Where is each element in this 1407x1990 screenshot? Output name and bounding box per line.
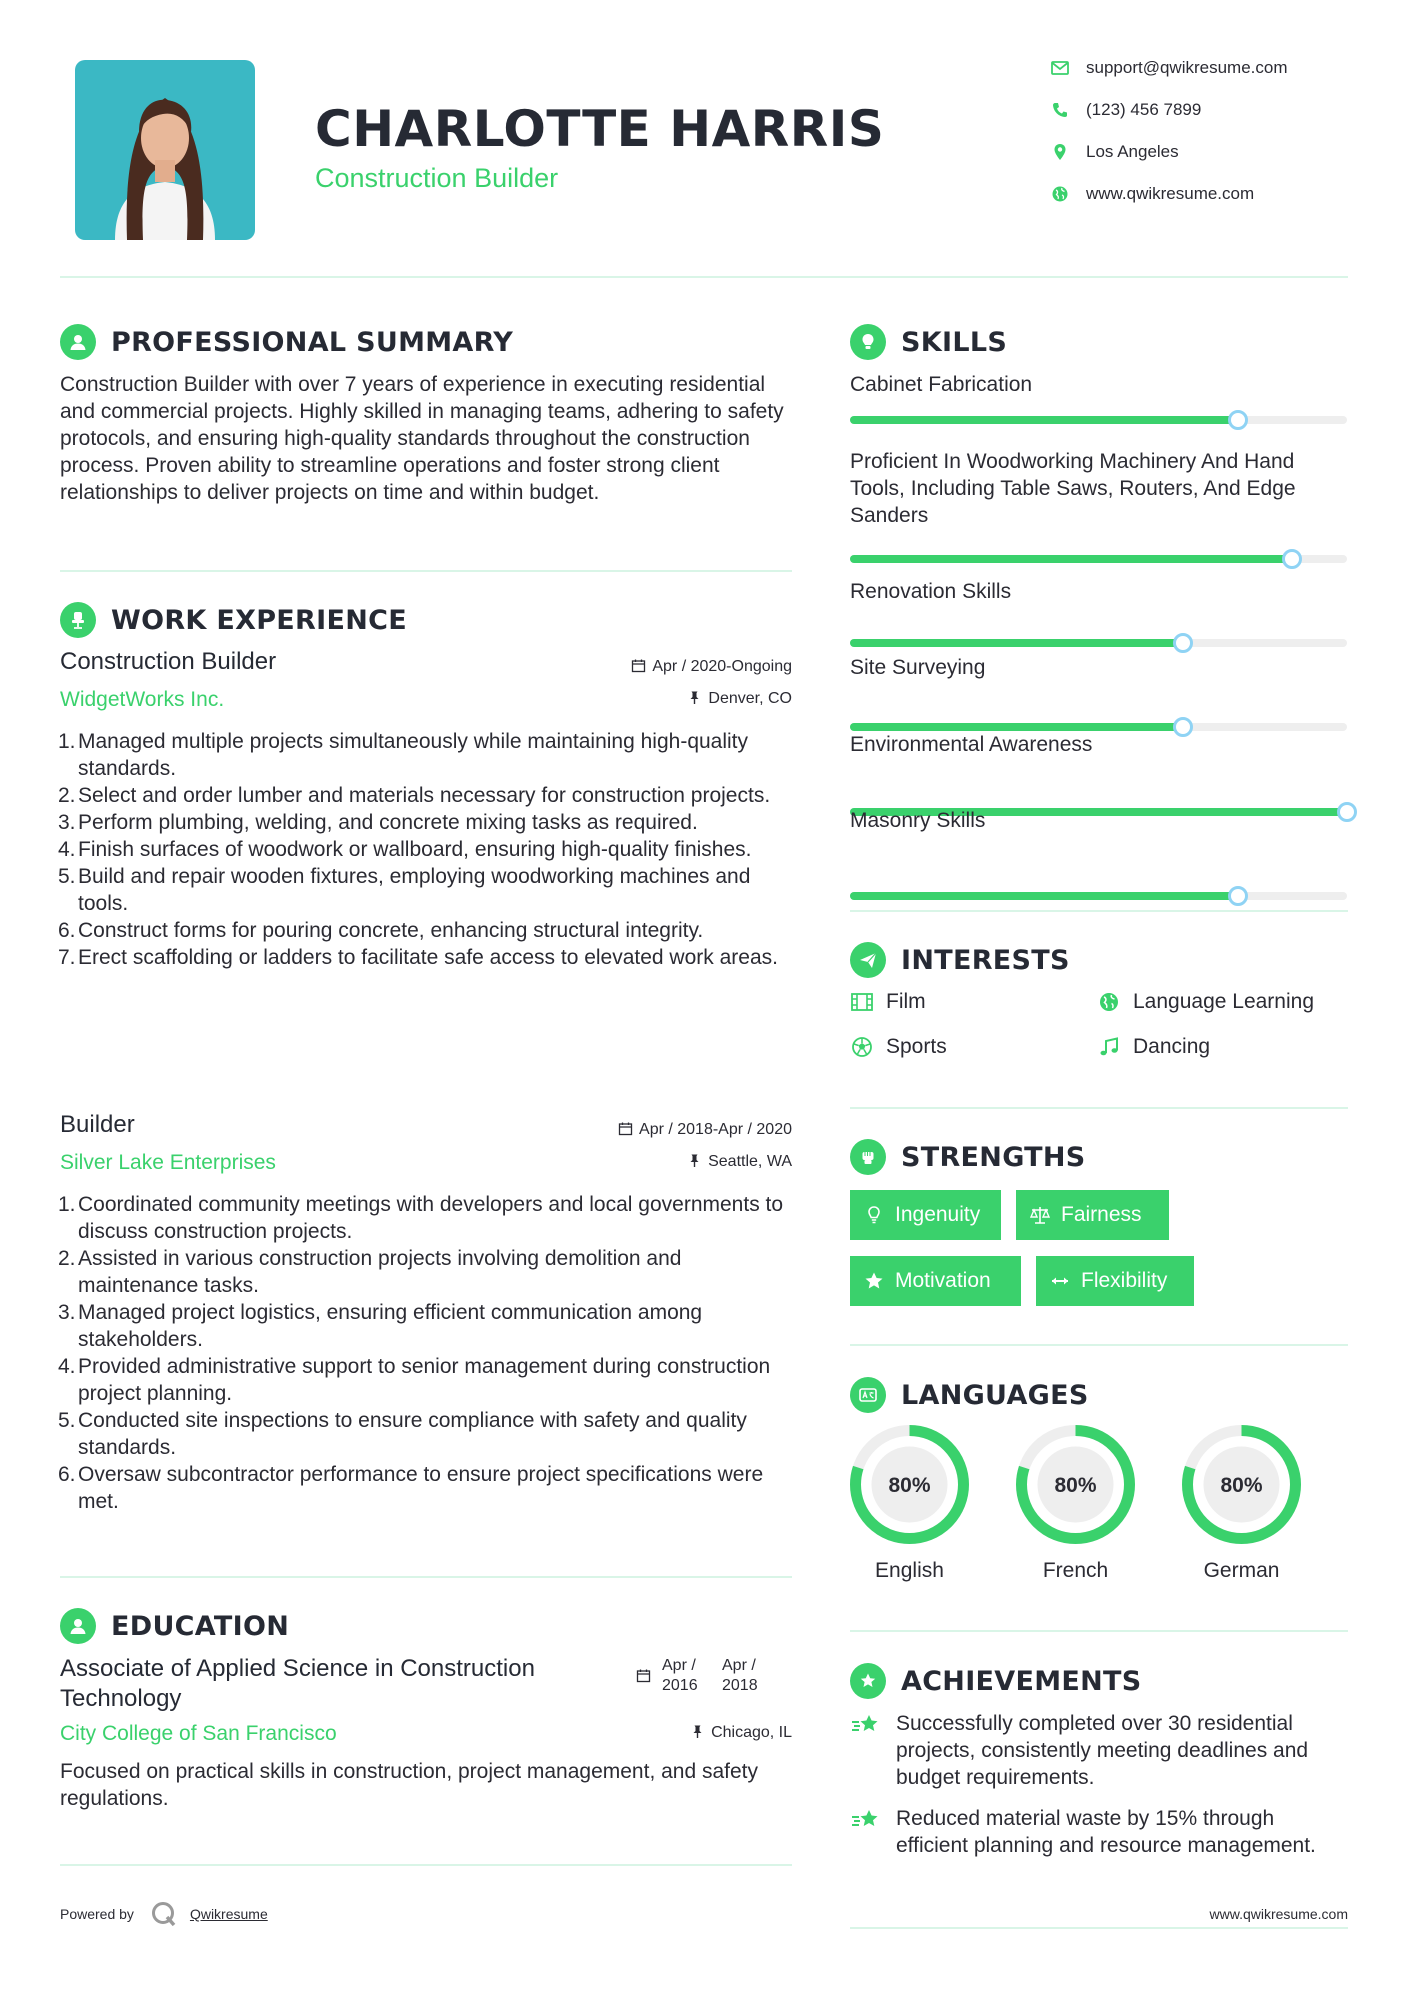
powered-by — [60, 1900, 268, 1928]
list-item: 4. Provided administrative support to senior management during construction project planning. — [58, 1355, 771, 1405]
education-location: Chicago, IL — [690, 1724, 792, 1742]
contact-phone[interactable] — [1050, 98, 1350, 122]
fist-icon — [850, 1139, 886, 1175]
candidate-name: CHARLOTTE HARRIS — [315, 100, 885, 158]
job-role: Builder — [60, 1111, 135, 1138]
language-percent: 80% — [1220, 1474, 1263, 1497]
trophy-star-icon — [850, 1805, 882, 1837]
education-description: Focused on practical skills in construction, project management, and safety regulations. — [60, 1760, 759, 1810]
skill-bar-fill — [850, 639, 1183, 647]
strength-chip-fairness: Fairness — [1016, 1190, 1169, 1240]
job-responsibilities — [60, 728, 795, 971]
contact-website-text: www.qwikresume.com — [1086, 184, 1255, 203]
pushpin-icon — [690, 1724, 705, 1739]
list-item: 4. Finish surfaces of woodwork or wallboard, ensuring high-quality finishes. — [58, 838, 752, 861]
skill-label: Masonry Skills — [850, 809, 986, 832]
job-dates: Apr / 2020-Ongoing — [631, 658, 792, 676]
language-ring — [1179, 1422, 1304, 1547]
skill-label: Environmental Awareness — [850, 733, 1093, 756]
job-location: Seattle, WA — [687, 1153, 792, 1171]
job-responsibilities — [60, 1191, 795, 1515]
skill-bar — [850, 892, 1347, 900]
job-company: WidgetWorks Inc. — [60, 688, 225, 711]
candidate-title: Construction Builder — [315, 163, 559, 193]
list-item: 6. Construct forms for pouring concrete, enhancing structural integrity. — [58, 919, 704, 942]
language-name: German — [1203, 1559, 1280, 1582]
star-badge-icon — [850, 1663, 886, 1699]
language-german — [1179, 1422, 1304, 1583]
calendar-icon — [618, 1121, 633, 1136]
list-item: 3. Perform plumbing, welding, and concrete mixing tasks as required. — [58, 811, 698, 834]
list-item: 5. Conducted site inspections to ensure compliance with safety and quality standards. — [58, 1409, 747, 1459]
achievement-item: Reduced material waste by 15% through efficient planning and resource management. — [850, 1805, 1350, 1859]
languages-divider — [850, 1630, 1348, 1632]
language-percent: 80% — [888, 1474, 931, 1497]
qwikresume-logo-icon — [150, 1900, 178, 1928]
achievements-heading — [850, 1661, 1142, 1701]
strengths-divider — [850, 1344, 1348, 1346]
skill-bar-fill — [850, 555, 1292, 563]
contact-website[interactable] — [1050, 182, 1350, 206]
job-company: Silver Lake Enterprises — [60, 1151, 276, 1174]
pushpin-icon — [687, 1153, 702, 1168]
calendar-icon — [636, 1668, 651, 1683]
list-item: 3. Managed project logistics, ensuring efficient communication among stakeholders. — [58, 1301, 703, 1351]
education-heading-text: EDUCATION — [111, 1610, 290, 1642]
lightbulb-icon — [863, 1204, 885, 1226]
strength-chip-ingenuity: Ingenuity — [850, 1190, 1001, 1240]
skill-bar-knob — [1282, 549, 1302, 569]
job-dates: Apr / 2018-Apr / 2020 — [618, 1121, 792, 1139]
trophy-star-icon — [850, 1710, 882, 1742]
language-name: English — [875, 1559, 944, 1582]
languages-heading-text: LANGUAGES — [901, 1379, 1089, 1411]
interest-language-learning: Language Learning — [1097, 990, 1314, 1014]
phone-icon — [1050, 100, 1070, 120]
skill-bar-knob — [1228, 886, 1248, 906]
skill-label: Proficient In Woodworking Machinery And Hand Tools, Including Table Saws, Routers, And Edge Sanders — [850, 450, 1296, 527]
contact-email-text: support@qwikresume.com — [1086, 58, 1288, 77]
summary-heading-text: PROFESSIONAL SUMMARY — [111, 326, 514, 358]
footer-website[interactable]: www.qwikresume.com — [1209, 1906, 1348, 1922]
strength-chip-flexibility: Flexibility — [1036, 1256, 1194, 1306]
interests-divider — [850, 1107, 1348, 1109]
music-note-icon — [1097, 1035, 1121, 1059]
summary-text: Construction Builder with over 7 years of experience in executing residential and commercial projects. Highly skilled in managing teams, adhering to safety protocols, and ensuring high-quality standards throughout the construction process. Proven ability to streamline operations and foster strong client relationships to deliver projects on time and within budget. — [60, 373, 784, 504]
skill-bar — [850, 639, 1347, 647]
translate-icon — [850, 1377, 886, 1413]
skills-divider — [850, 910, 1348, 912]
education-degree: Associate of Applied Science in Construction Technology — [60, 1655, 535, 1712]
pushpin-icon — [687, 690, 702, 705]
contact-email[interactable] — [1050, 56, 1350, 80]
footer-divider — [850, 1927, 1348, 1929]
soccer-ball-icon — [850, 1035, 874, 1059]
list-item: 2. Select and order lumber and materials necessary for construction projects. — [58, 784, 771, 807]
achievement-item: Successfully completed over 30 residential projects, consistently meeting deadlines and budget requirements. — [850, 1710, 1350, 1791]
profile-photo — [75, 60, 255, 240]
education-start: Apr / 2016 — [662, 1657, 698, 1694]
interest-sports: Sports — [850, 1035, 947, 1059]
interests-heading-text: INTERESTS — [901, 944, 1070, 976]
chair-icon — [60, 602, 96, 638]
skill-bar — [850, 416, 1347, 424]
lightbulb-icon — [850, 324, 886, 360]
education-divider — [60, 1864, 792, 1866]
languages-heading — [850, 1375, 1089, 1415]
paper-plane-icon — [850, 942, 886, 978]
powered-by-label: Powered by — [60, 1906, 134, 1922]
location-pin-icon — [1050, 142, 1070, 162]
film-icon — [850, 990, 874, 1014]
skill-label: Site Surveying — [850, 656, 986, 679]
experience-divider — [60, 1576, 792, 1578]
experience-heading-text: WORK EXPERIENCE — [111, 604, 407, 636]
language-english — [847, 1422, 972, 1583]
contact-phone-text: (123) 456 7899 — [1086, 100, 1202, 119]
list-item: 2. Assisted in various construction projects involving demolition and maintenance tasks. — [58, 1247, 682, 1297]
list-item: 1. Managed multiple projects simultaneously while maintaining high-quality standards. — [58, 730, 749, 780]
skill-label: Renovation Skills — [850, 580, 1012, 603]
skill-label: Cabinet Fabrication — [850, 373, 1033, 396]
language-name: French — [1042, 1559, 1109, 1582]
language-percent: 80% — [1054, 1474, 1097, 1497]
qwikresume-link[interactable]: Qwikresume — [189, 1906, 268, 1922]
education-end: Apr / 2018 — [722, 1657, 758, 1694]
contact-location-text: Los Angeles — [1086, 142, 1179, 161]
skill-bar — [850, 723, 1347, 731]
list-item: 6. Oversaw subcontractor performance to ensure project specifications were met. — [58, 1463, 764, 1513]
job-location: Denver, CO — [687, 690, 792, 708]
list-item: 5. Build and repair wooden fixtures, employing woodworking machines and tools. — [58, 865, 751, 915]
skill-bar-fill — [850, 416, 1238, 424]
skill-bar-knob — [1228, 410, 1248, 430]
graduate-icon — [60, 1608, 96, 1644]
summary-divider — [60, 570, 792, 572]
summary-heading — [60, 322, 513, 362]
strengths-heading-text: STRENGTHS — [901, 1141, 1086, 1173]
globe-icon — [1050, 184, 1070, 204]
star-icon — [863, 1270, 885, 1292]
globe-icon — [1097, 990, 1121, 1014]
skills-heading-text: SKILLS — [901, 326, 1008, 358]
list-item: 1. Coordinated community meetings with developers and local governments to discuss construction projects. — [58, 1193, 784, 1243]
skill-bar — [850, 555, 1347, 563]
scale-icon — [1029, 1204, 1051, 1226]
language-ring — [1013, 1422, 1138, 1547]
skill-bar-knob — [1173, 633, 1193, 653]
language-french — [1013, 1422, 1138, 1583]
experience-heading — [60, 600, 407, 640]
strengths-heading — [850, 1137, 1086, 1177]
user-icon — [60, 324, 96, 360]
interest-film: Film — [850, 990, 926, 1014]
skills-heading — [850, 322, 1007, 362]
arrows-horizontal-icon — [1049, 1270, 1071, 1292]
language-ring — [847, 1422, 972, 1547]
job-role: Construction Builder — [60, 648, 277, 675]
skill-bar-fill — [850, 723, 1183, 731]
education-heading — [60, 1606, 289, 1646]
interests-heading — [850, 940, 1070, 980]
list-item: 7. Erect scaffolding or ladders to facilitate safe access to elevated work areas. — [58, 946, 778, 969]
interest-dancing: Dancing — [1097, 1035, 1210, 1059]
contact-location — [1050, 140, 1350, 164]
header-divider — [60, 276, 1348, 278]
achievements-heading-text: ACHIEVEMENTS — [901, 1665, 1142, 1697]
education-school: City College of San Francisco — [60, 1722, 337, 1745]
skill-bar-fill — [850, 892, 1238, 900]
strength-chip-motivation: Motivation — [850, 1256, 1021, 1306]
calendar-icon — [631, 658, 646, 673]
envelope-icon — [1050, 58, 1070, 78]
